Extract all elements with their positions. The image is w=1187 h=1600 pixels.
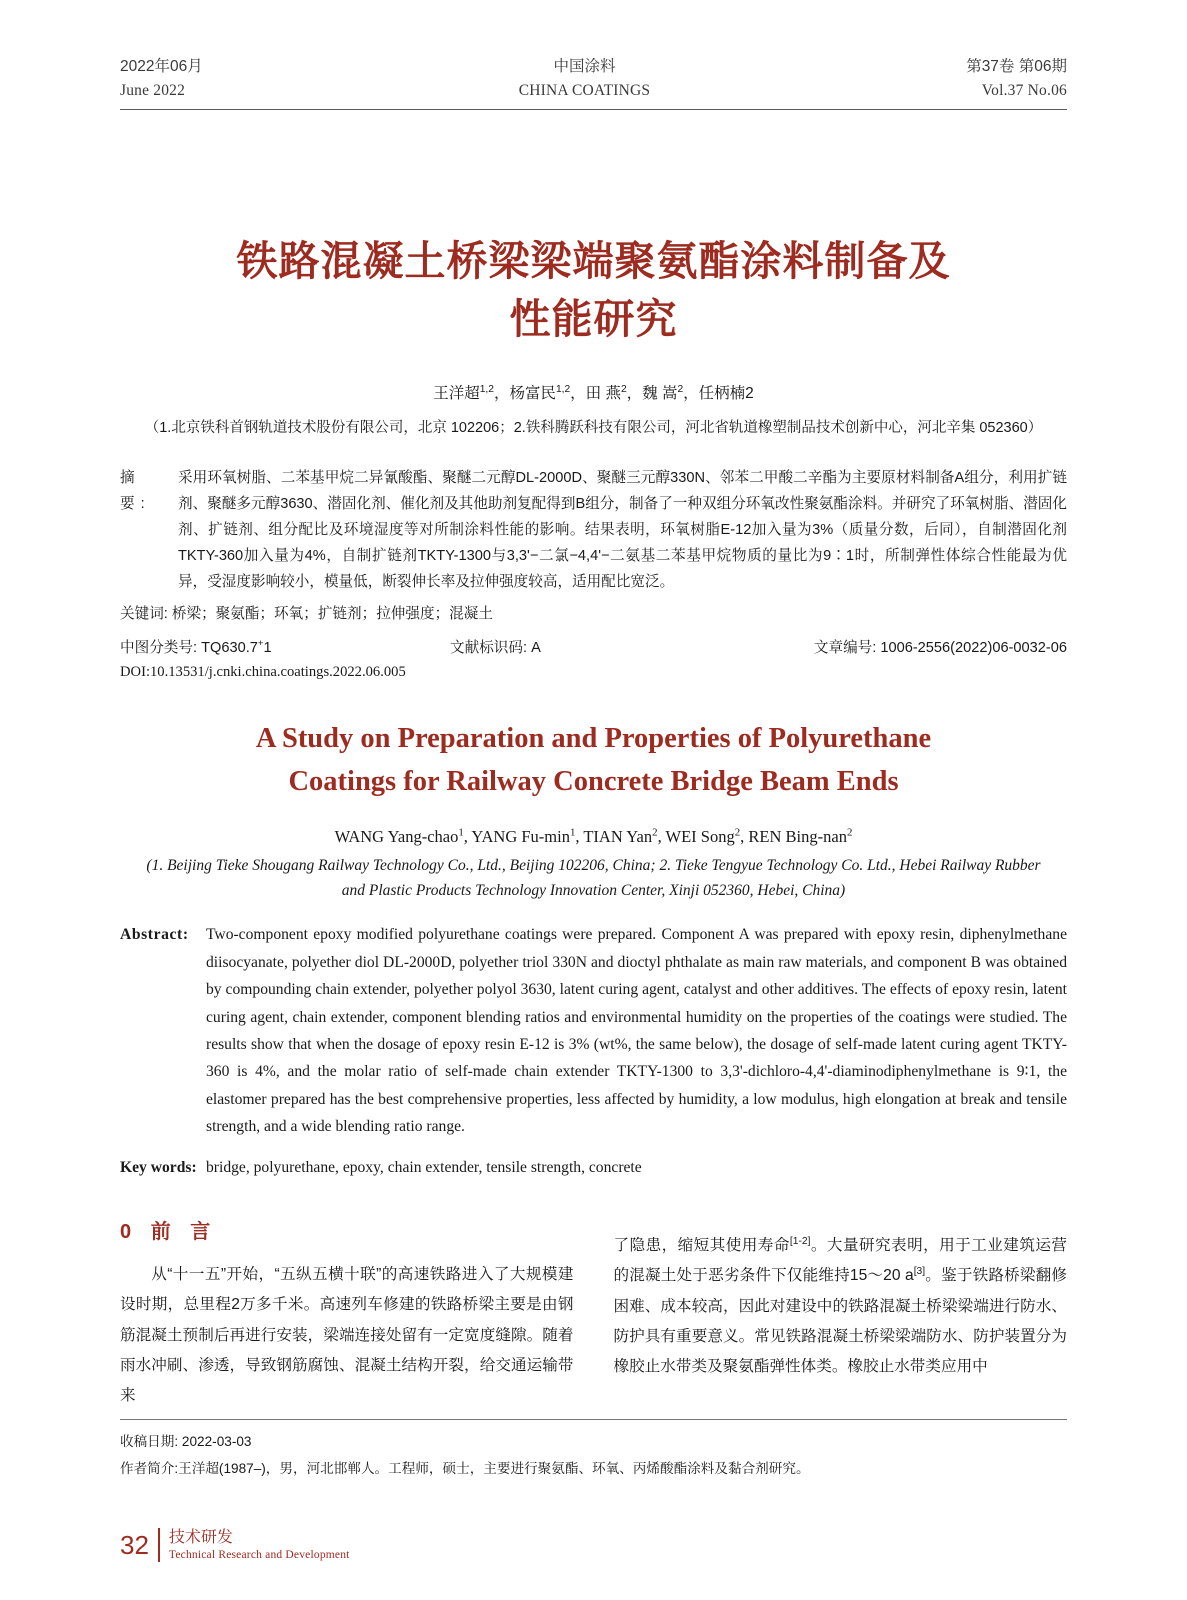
page-title-en xyxy=(120,717,1067,804)
section-number: 0 xyxy=(120,1221,139,1244)
affiliation-cn: （1.北京铁科首钢轨道技术股份有限公司，北京 102206；2.铁科腾跃科技有限公司，河北省轨道橡塑制品技术创新中心，河北辛集 052360） xyxy=(144,420,1043,437)
page-footer xyxy=(120,1528,350,1562)
page-title-cn-line2: 性能研究 xyxy=(509,296,678,343)
section-title: 前 言 xyxy=(150,1221,218,1244)
affiliation-en: (1. Beijing Tieke Shougang Railway Technology Co., Ltd., Beijing 102206, China; 2. Tieke Tengyue Technology Co. Ltd., Hebei Railway Rubber and Plastic Products Technology Innovation Center, Xinji 052360, Hebei, China) xyxy=(146,856,1041,900)
received-date: 收稿日期: 2022-03-03 xyxy=(120,1434,252,1449)
journal-name-en: CHINA COATINGS xyxy=(518,82,651,100)
issue-date-en: June 2022 xyxy=(120,82,186,100)
running-head-right xyxy=(966,55,1067,103)
footer-section-en: Technical Research and Development xyxy=(168,1548,350,1561)
clc-number: 中图分类号: TQ630.7+1 xyxy=(120,638,272,657)
document-code: 文献标识码: A xyxy=(450,640,541,657)
body-columns xyxy=(120,1215,1067,1427)
footer-divider xyxy=(158,1528,160,1562)
article-id: 文章编号: 1006-2556(2022)06-0032-06 xyxy=(813,640,1067,657)
footer-section-cn: 技术研发 xyxy=(168,1528,233,1546)
footnotes xyxy=(120,1419,1067,1482)
authors-cn: 王洋超$^{1,2}$，杨富民$^{1,2}$，田 燕$^2$，魏 嵩$^2$，任柄楠2 xyxy=(433,384,754,403)
abstract-en-text: Two-component epoxy modified polyurethane coatings were prepared. Component A was prepared with epoxy resin, diphenylmethane diisocyanate, polyether diol DL-2000D, polyether triol 330N and dioctyl phthalate as main raw materials, and component B was obtained by compounding chain extender, polyether polyol 3630, latent curing agent, catalyst and other additives. The effects of epoxy resin, latent curing agent, chain extender, component blending ratios and environmental humidity on the properties of the coatings were studied. The results show that when the dosage of epoxy resin E-12 is 3% (wt%, the same below), the dosage of self-made latent curing agent TKTY-360 is 4%, and the molar ratio of self-made chain extender TKTY-1300 to 3,3'-dichloro-4,4'-diaminodiphenylmethane is 9∶1, the elastomer prepared has the best comprehensive properties, less affected by humidity, a low modulus, high elongation at break and tensile strength, and a wide blending ratio range. xyxy=(206,926,1067,1136)
keywords-en xyxy=(120,1155,1067,1182)
page-number: 32 xyxy=(120,1529,149,1560)
abstract-en xyxy=(120,921,1067,1141)
volume-issue-cn: 第37卷 第06期 xyxy=(966,58,1067,75)
page-title-cn xyxy=(120,232,1067,348)
section-heading xyxy=(120,1215,574,1244)
page-title-en-line2: Coatings for Railway Concrete Bridge Beam Ends xyxy=(288,766,899,798)
volume-issue-en: Vol.37 No.06 xyxy=(981,82,1067,100)
journal-name-cn: 中国涂料 xyxy=(553,58,616,75)
body-column-left xyxy=(120,1215,574,1427)
issue-date-cn: 2022年06月 xyxy=(120,58,203,75)
authors-en: WANG Yang-chao$^1$, YANG $Fu-\min^1$, TIAN Yan$^2$, WEI Song$^2$, REN Bing-nan$^2$ xyxy=(334,826,853,846)
running-head-center xyxy=(519,55,651,103)
page-title-en-line1: A Study on Preparation and Properties of Polyurethane xyxy=(255,722,932,754)
abstract-en-label: Abstract: xyxy=(120,926,189,944)
running-head xyxy=(120,0,1067,110)
author-bio: 作者简介:王洋超(1987–)，男，河北邯郸人。工程师，硕士，主要进行聚氨酯、环氧、丙烯酸酯涂料及黏合剂研究。 xyxy=(120,1460,810,1476)
header-divider xyxy=(120,109,1067,110)
doi: DOI:10.13531/j.cnki.china.coatings.2022.06.005 xyxy=(120,663,406,680)
body-paragraph-left: 从“十一五”开始，“五纵五横十联”的高速铁路进入了大规模建设时期，总里程2万多千米。高速列车修建的铁路桥梁主要是由钢筋混凝土预制后再进行安装，梁端连接处留有一定宽度缝隙。随着雨水冲刷、渗透，导致钢筋腐蚀、混凝土结构开裂，给交通运输带来 xyxy=(120,1265,574,1405)
body-column-right xyxy=(614,1215,1068,1427)
keywords-en-label: Key words: xyxy=(120,1158,197,1176)
body-paragraph-right: 了隐患，缩短其使用寿命[1-2]。大量研究表明，用于工业建筑运营的混凝土处于恶劣条件下仅能维持15～20 a[3]。鉴于铁路桥梁翻修困难、成本较高，因此对建设中的铁路混凝土桥梁梁端进行防水、防护具有重要意义。常见铁路混凝土桥梁梁端防水、防护装置分为橡胶止水带类及聚氨酯弹性体类。橡胶止水带类应用中 xyxy=(613,1235,1067,1376)
footer-section xyxy=(169,1528,350,1562)
abstract-cn-label: 摘 要: xyxy=(120,469,151,512)
running-head-left xyxy=(120,55,203,103)
keywords-en-text: bridge, polyurethane, epoxy, chain extender, tensile strength, concrete xyxy=(206,1158,642,1176)
classification-line xyxy=(120,635,1067,661)
abstract-cn xyxy=(120,466,1067,596)
abstract-cn-text: 采用环氧树脂、二苯基甲烷二异氰酸酯、聚醚二元醇DL-2000D、聚醚三元醇330N、邻苯二甲酸二辛酯为主要原材料制备A组分，利用扩链剂、聚醚多元醇3630、潜固化剂、催化剂及其他助剂复配得到B组分，制备了一种双组分环氧改性聚氨酯涂料。并研究了环氧树脂、潜固化剂、扩链剂、组分配比及环境湿度等对所制涂料性能的影响。结果表明，环氧树脂E-12加入量为3%（质量分数，后同），自制潜固化剂TKTY-360加入量为4%，自制扩链剂TKTY-1300与3,3'−二氯−4,4'−二氨基二苯基甲烷物质的量比为9∶1时，所制弹性体综合性能最为优异，受湿度影响较小，模量低，断裂伸长率及拉伸强度较高，适用配比宽泛。 xyxy=(178,469,1067,590)
keywords-cn: 关键词: 桥梁；聚氨酯；环氧；扩链剂；拉伸强度；混凝土 xyxy=(120,606,493,623)
page-title-cn-line1: 铁路混凝土桥梁梁端聚氨酯涂料制备及 xyxy=(236,238,951,285)
